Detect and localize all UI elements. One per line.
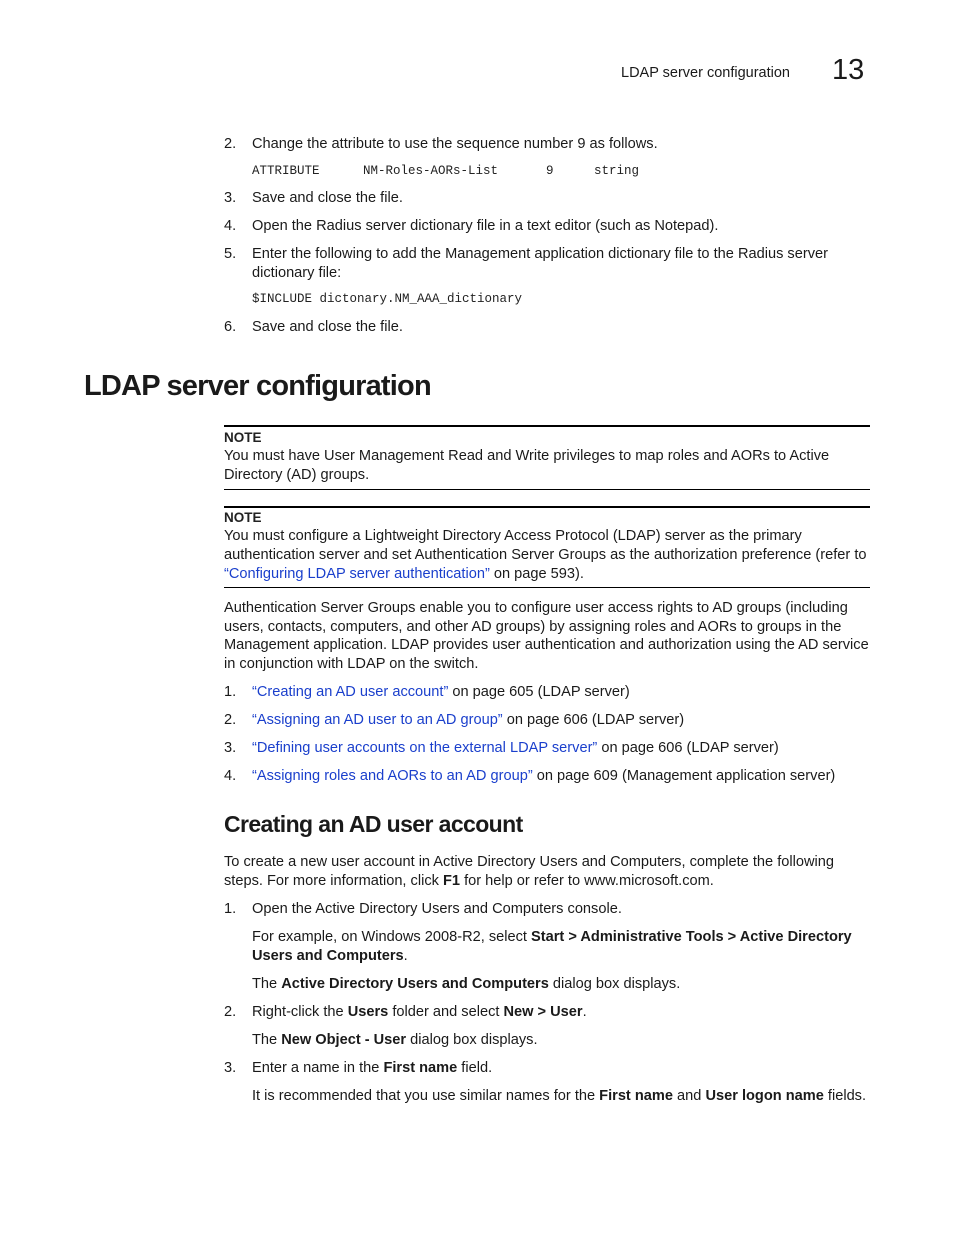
code-include-line: $INCLUDE dictonary.NM_AAA_dictionary xyxy=(252,292,523,306)
step-number: 3. xyxy=(224,740,237,756)
field-name: First name xyxy=(383,1060,458,1076)
step-number: 3. xyxy=(224,1060,237,1076)
step-text: Save and close the file. xyxy=(252,190,403,206)
step-text: folder and select xyxy=(388,1004,504,1020)
list-item xyxy=(224,767,874,786)
list-item xyxy=(224,900,874,919)
list-item xyxy=(224,1059,874,1078)
result-text: dialog box displays. xyxy=(548,976,681,992)
step-result xyxy=(252,975,874,994)
note-top-rule xyxy=(224,425,870,427)
list-item xyxy=(224,711,874,730)
intro-text-part: To create a new user account in Active Directory Users and Computers, complete the following steps. For more information, click xyxy=(224,854,834,889)
note-label: NOTE xyxy=(224,510,262,525)
creating-ad-user-link[interactable]: “Creating an AD user account” xyxy=(252,684,449,700)
folder-name: Users xyxy=(347,1004,389,1020)
list-item xyxy=(224,135,874,154)
note-text-part: and xyxy=(672,1088,706,1104)
step-text: Save and close the file. xyxy=(252,319,403,335)
menu-path: Start > Administrative Tools > Active Directory Users and Computers xyxy=(252,929,852,964)
configuring-ldap-link[interactable]: “Configuring LDAP server authentication” xyxy=(224,566,490,582)
note-text-part: on page 593). xyxy=(489,566,584,582)
note-text-part: fields. xyxy=(823,1088,867,1104)
assigning-roles-link[interactable]: “Assigning roles and AORs to an AD group” xyxy=(252,768,533,784)
note-text-part: It is recommended that you use similar names for the xyxy=(252,1088,600,1104)
step-text: Enter the following to add the Management application dictionary file to the Radius server dictionary file: xyxy=(252,246,828,281)
link-page-ref: on page 609 (Management application server) xyxy=(532,768,836,784)
link-page-ref: on page 606 (LDAP server) xyxy=(502,712,685,728)
result-text: dialog box displays. xyxy=(406,1032,538,1048)
example-text: . xyxy=(403,948,408,964)
step-number: 6. xyxy=(224,319,237,335)
note-label: NOTE xyxy=(224,430,262,445)
note-text-part: You must configure a Lightweight Directory Access Protocol (LDAP) server as the primary authentication server and set Authentication Server Groups as the authorization preference (refer to xyxy=(224,528,867,563)
note-text xyxy=(224,527,870,584)
link-page-ref: on page 606 (LDAP server) xyxy=(597,740,779,756)
chapter-number: 13 xyxy=(832,54,865,86)
list-item xyxy=(224,245,874,283)
dialog-name: Active Directory Users and Computers xyxy=(281,976,549,992)
step-example xyxy=(252,928,874,966)
dialog-name: New Object - User xyxy=(281,1032,407,1048)
assigning-ad-user-link[interactable]: “Assigning an AD user to an AD group” xyxy=(252,712,503,728)
defining-user-accounts-link[interactable]: “Defining user accounts on the external LDAP server” xyxy=(252,740,598,756)
code-token: NM-Roles-AORs-List xyxy=(363,164,499,178)
example-text: For example, on Windows 2008-R2, select xyxy=(252,929,532,945)
step-text: Change the attribute to use the sequence number 9 as follows. xyxy=(252,136,658,152)
step-number: 2. xyxy=(224,712,237,728)
note-text: You must have User Management Read and Write privileges to map roles and AORs to Active Directory (AD) groups. xyxy=(224,448,830,483)
subsection-heading: Creating an AD user account xyxy=(224,811,523,837)
step-number: 5. xyxy=(224,246,237,262)
intro-text-part: for help or refer to www.microsoft.com. xyxy=(460,873,714,889)
list-item xyxy=(224,683,874,702)
step-number: 1. xyxy=(224,901,237,917)
running-header-title: LDAP server configuration xyxy=(621,65,790,81)
list-item xyxy=(224,739,874,758)
step-number: 2. xyxy=(224,1004,237,1020)
result-text: The xyxy=(252,1032,282,1048)
code-attribute-line xyxy=(252,164,672,180)
list-item xyxy=(224,189,874,208)
field-name: First name xyxy=(599,1088,673,1104)
list-item xyxy=(224,1003,874,1022)
step-number: 4. xyxy=(224,218,237,234)
step-text: . xyxy=(582,1004,587,1020)
menu-path: New > User xyxy=(503,1004,583,1020)
field-name: User logon name xyxy=(705,1088,824,1104)
step-number: 1. xyxy=(224,684,237,700)
step-text: Right-click the xyxy=(252,1004,348,1020)
step-number: 2. xyxy=(224,136,237,152)
step-number: 3. xyxy=(224,190,237,206)
list-item xyxy=(224,217,874,236)
step-result xyxy=(252,1031,874,1050)
f1-key: F1 xyxy=(442,873,461,889)
step-text: Open the Radius server dictionary file in a text editor (such as Notepad). xyxy=(252,218,719,234)
list-item xyxy=(224,318,874,337)
code-token: string xyxy=(594,164,640,178)
code-token: ATTRIBUTE xyxy=(252,164,320,178)
step-text: Open the Active Directory Users and Computers console. xyxy=(252,901,622,917)
note-bottom-rule xyxy=(224,489,870,490)
section-heading: LDAP server configuration xyxy=(84,370,431,402)
step-number: 4. xyxy=(224,768,237,784)
step-note xyxy=(252,1087,874,1106)
link-page-ref: on page 605 (LDAP server) xyxy=(448,684,630,700)
step-text: field. xyxy=(457,1060,493,1076)
note-top-rule xyxy=(224,506,870,508)
intro-paragraph: Authentication Server Groups enable you to configure user access rights to AD groups (including users, contacts, computers, and other AD groups) by assigning roles and AORs to groups in the Management application. LDAP provides user authentication and authorization using the AD service in conjunction with LDAP on the switch. xyxy=(224,600,869,673)
subsection-intro xyxy=(224,853,870,891)
code-token: 9 xyxy=(546,164,554,178)
step-text: Enter a name in the xyxy=(252,1060,384,1076)
result-text: The xyxy=(252,976,282,992)
note-bottom-rule xyxy=(224,587,870,588)
